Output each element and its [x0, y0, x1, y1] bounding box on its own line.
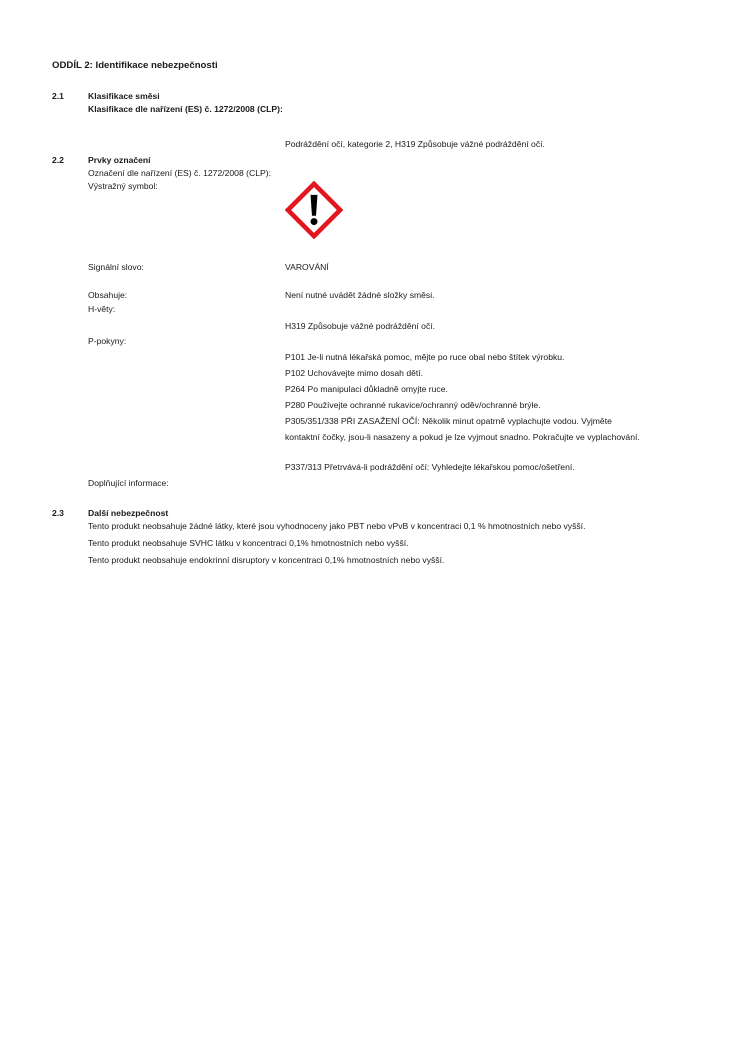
section-2-3-number: 2.3	[52, 508, 64, 518]
label-supplementary-info: Doplňující informace:	[88, 478, 169, 488]
section-2-1-heading: Klasifikace směsi	[88, 91, 160, 101]
section-title: ODDÍL 2: Identifikace nebezpečnosti	[52, 60, 218, 71]
p-statement: P264 Po manipulaci důkladně omyjte ruce.	[285, 384, 448, 394]
other-hazard-line: Tento produkt neobsahuje žádné látky, které jsou vyhodnoceny jako PBT nebo vPvB v koncentraci 0,1 % hmotnostních nebo vyšší.	[88, 521, 586, 531]
section-2-2-heading: Prvky označení	[88, 155, 151, 165]
classification-text: Podráždění očí, kategorie 2, H319 Způsobuje vážné podráždění očí.	[285, 139, 545, 149]
label-h-statements: H-věty:	[88, 304, 116, 314]
signal-word: VAROVÁNÍ	[285, 262, 329, 272]
other-hazard-line: Tento produkt neobsahuje endokrinní disruptory v koncentraci 0,1% hmotnostních nebo vyšší.	[88, 555, 445, 565]
p-statement: P337/313 Přetrvává-li podráždění očí: Vyhledejte lékařskou pomoc/ošetření.	[285, 462, 575, 472]
other-hazard-line: Tento produkt neobsahuje SVHC látku v koncentraci 0,1% hmotnostních nebo vyšší.	[88, 538, 409, 548]
label-clp: Označení dle nařízení (ES) č. 1272/2008 (CLP):	[88, 168, 271, 178]
label-symbol: Výstražný symbol:	[88, 181, 158, 191]
label-p-statements: P-pokyny:	[88, 336, 127, 346]
section-2-1-number: 2.1	[52, 91, 64, 101]
contains-text: Není nutné uvádět žádné složky směsi.	[285, 290, 435, 300]
section-2-1-subheading: Klasifikace dle nařízení (ES) č. 1272/2008 (CLP):	[88, 104, 283, 114]
label-signal-word: Signální slovo:	[88, 262, 144, 272]
p-statement: P101 Je-li nutná lékařská pomoc, mějte po ruce obal nebo štítek výrobku.	[285, 352, 565, 362]
h-statement: H319 Způsobuje vážné podráždění očí.	[285, 321, 436, 331]
exclamation-mark-icon	[285, 181, 343, 239]
p-statement-continuation: kontaktní čočky, jsou-li nasazeny a pokud je lze vyjmout snadno. Pokračujte ve vyplachování.	[285, 432, 640, 442]
p-statement: P305/351/338 PŘI ZASAŽENÍ OČÍ: Několik minut opatrně vyplachujte vodou. Vyjměte	[285, 416, 612, 426]
section-2-3-heading: Další nebezpečnost	[88, 508, 169, 518]
p-statement: P102 Uchovávejte mimo dosah dětí.	[285, 368, 424, 378]
p-statement: P280 Používejte ochranné rukavice/ochranný oděv/ochranné brýle.	[285, 400, 541, 410]
section-2-2-number: 2.2	[52, 155, 64, 165]
label-contains: Obsahuje:	[88, 290, 128, 300]
